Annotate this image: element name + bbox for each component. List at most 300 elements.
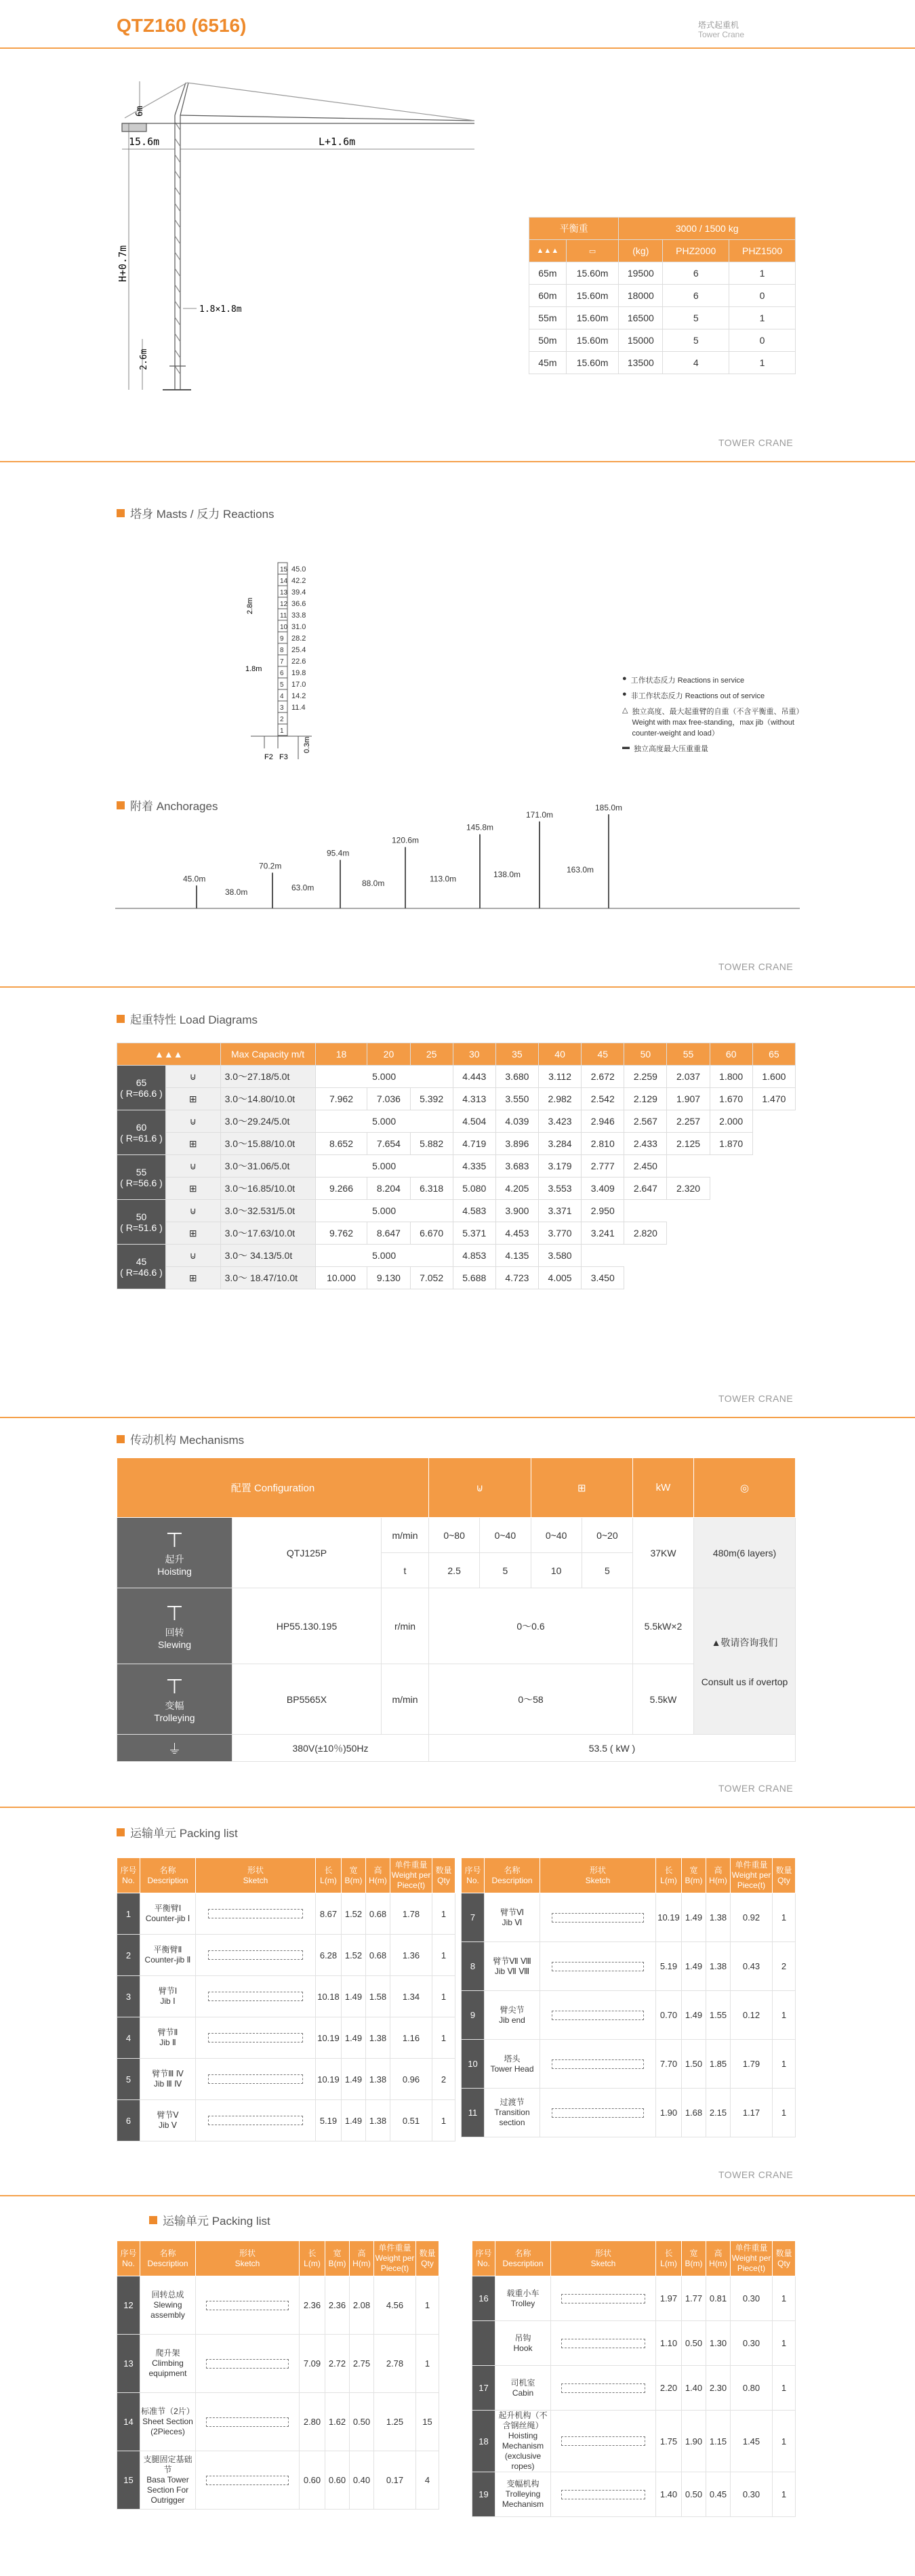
packing-sketch	[196, 2059, 316, 2100]
packing-b: 1.50	[682, 2040, 706, 2089]
packing-b: 1.62	[325, 2393, 350, 2451]
packing-l: 1.75	[656, 2411, 682, 2472]
packing-b: 2.36	[325, 2276, 350, 2335]
packing-header: 宽 B(m)	[682, 2241, 706, 2276]
packing-header: 序号 No.	[117, 2241, 140, 2276]
packing-l: 2.80	[300, 2393, 325, 2451]
packing-header: 名称 Description	[495, 2241, 551, 2276]
packing-sketch	[551, 2366, 656, 2411]
load-value: 5.371	[453, 1222, 495, 1245]
counterweight-cell: 5	[663, 329, 729, 352]
counter-jib-icon: ▭	[566, 240, 619, 262]
mast-number: 13	[280, 589, 288, 597]
load-value: 4.853	[453, 1245, 495, 1267]
packing-h: 0.40	[350, 2451, 374, 2510]
load-value: 2.672	[582, 1066, 624, 1088]
header-cn: 塔式起重机	[698, 20, 739, 30]
load-value: 4.135	[495, 1245, 538, 1267]
load-value: 2.259	[624, 1066, 667, 1088]
counterweight-cell: 1	[729, 352, 796, 374]
hoisting-speed: 0~20	[582, 1518, 632, 1553]
packing-row	[472, 2472, 796, 2517]
packing-q: 1	[416, 2335, 439, 2393]
dim-c: 0.3m	[303, 736, 311, 753]
dim-top: 6m	[135, 106, 145, 117]
jib-length-cell: 65 ( R=66.6 )	[117, 1066, 166, 1110]
hook-double-icon: ⊞	[166, 1222, 221, 1245]
mast-reaction-drawing	[244, 556, 380, 766]
mast-number: 7	[280, 658, 284, 666]
slewing-kw: 5.5kW×2	[633, 1588, 694, 1664]
th-phz1500: PHZ1500	[729, 240, 796, 262]
radius-header: 20	[367, 1043, 410, 1066]
packing-row	[472, 2366, 796, 2411]
packing-q: 1	[432, 1976, 455, 2017]
packing-b: 1.52	[342, 1935, 366, 1976]
slewing-model: HP55.130.195	[232, 1588, 382, 1664]
load-value: 2.037	[667, 1066, 710, 1088]
load-value: 2.000	[710, 1110, 752, 1133]
sketch-drawing	[208, 1909, 304, 1918]
packing-no: 17	[472, 2366, 495, 2411]
counterweight-cell: 6	[663, 262, 729, 285]
packing-no: 3	[117, 1976, 140, 2017]
packing-w: 1.78	[390, 1893, 432, 1935]
load-value: 2.950	[582, 1200, 624, 1222]
divider	[0, 986, 915, 988]
packing-row	[117, 1893, 455, 1935]
sketch-drawing	[208, 1992, 304, 2001]
packing-header: 序号 No.	[472, 2241, 495, 2276]
jib-length-cell: 55 ( R=56.6 )	[117, 1155, 166, 1200]
packing-q: 1	[773, 2089, 796, 2137]
sketch-drawing	[561, 2339, 645, 2348]
load-merged-cell: 5.000	[315, 1245, 453, 1267]
load-value: 3.553	[539, 1178, 582, 1200]
packing-sketch	[196, 1893, 316, 1935]
section-footer: TOWER CRANE	[718, 1393, 794, 1404]
legend-in-service: ● 工作状态反力 Reactions in service	[622, 675, 745, 685]
packing-l: 0.60	[300, 2451, 325, 2510]
load-value: 7.036	[367, 1088, 410, 1110]
packing-w: 0.96	[390, 2059, 432, 2100]
packing-description: 臂节Ⅲ Ⅳ Jib Ⅲ Ⅳ	[140, 2059, 196, 2100]
sketch-drawing	[552, 2011, 644, 2020]
load-value: 3.371	[539, 1200, 582, 1222]
packing-row	[472, 2321, 796, 2366]
mast-number: 10	[280, 624, 288, 631]
counterweight-cell: 0	[729, 285, 796, 307]
load-value: 2.433	[624, 1133, 667, 1155]
radius-header: 35	[495, 1043, 538, 1066]
dim-b: 1.8m	[245, 665, 262, 673]
load-merged-cell: 5.000	[315, 1200, 453, 1222]
load-row	[117, 1088, 796, 1110]
load-value: 8.647	[367, 1222, 410, 1245]
packing-q: 1	[416, 2276, 439, 2335]
packing-l: 1.90	[656, 2089, 682, 2137]
anchorage-label: 95.4m	[327, 848, 350, 858]
packing-b: 1.49	[682, 1893, 706, 1942]
packing-header: 高 H(m)	[706, 1858, 731, 1893]
sketch-drawing	[552, 1913, 644, 1923]
mast-number: 6	[280, 670, 284, 677]
load-value: 2.946	[582, 1110, 624, 1133]
page-title: QTZ160 (6516)	[117, 15, 247, 36]
packing1-title: 运输单元 Packing list	[117, 1824, 238, 1840]
packing2-right-table	[472, 2240, 796, 2517]
load-value: 2.777	[582, 1155, 624, 1178]
counterweight-row	[529, 262, 796, 285]
packing-no: 10	[462, 2040, 485, 2089]
packing-no: 15	[117, 2451, 140, 2510]
load-value: 9.762	[315, 1222, 367, 1245]
packing-description: 司机室 Cabin	[495, 2366, 551, 2411]
divider	[0, 1807, 915, 1808]
packing-sketch	[540, 1942, 656, 1991]
packing-row	[117, 2335, 439, 2393]
capacity-cell: 3.0～27.18/5.0t	[220, 1066, 315, 1088]
counterweight-cell: 65m	[529, 262, 567, 285]
anchorage-label: 38.0m	[225, 887, 248, 898]
packing-l: 6.28	[316, 1935, 342, 1976]
crane-elevation-drawing	[115, 68, 495, 407]
trolley-kw: 5.5kW	[633, 1664, 694, 1735]
packing-w: 0.30	[731, 2276, 773, 2321]
hook-double-icon: ⊞	[166, 1088, 221, 1110]
packing-description: 臂尖节 Jib end	[485, 1991, 540, 2040]
packing-h: 1.30	[706, 2321, 731, 2366]
slewing-unit: r/min	[382, 1588, 429, 1664]
hook-single-icon: ⊍	[429, 1458, 531, 1518]
mast-height-label: 31.0	[291, 623, 306, 631]
load-value: 2.982	[539, 1088, 582, 1110]
load-value: 7.962	[315, 1088, 367, 1110]
counterweight-cell: 1	[729, 307, 796, 329]
packing-header: 宽 B(m)	[342, 1858, 366, 1893]
packing-q: 1	[773, 2411, 796, 2472]
hoisting-model: QTJ125P	[232, 1518, 382, 1588]
packing-l: 10.18	[316, 1976, 342, 2017]
packing-sketch	[540, 1893, 656, 1942]
sketch-drawing	[208, 2116, 304, 2125]
hoisting-load: 5	[582, 1553, 632, 1588]
packing-h: 2.15	[706, 2089, 731, 2137]
packing-b: 1.68	[682, 2089, 706, 2137]
packing-b: 1.49	[682, 1991, 706, 2040]
load-value: 1.470	[752, 1088, 795, 1110]
section-footer: TOWER CRANE	[718, 961, 794, 972]
counterweight-cell: 55m	[529, 307, 567, 329]
capacity-cell: 3.0～29.24/5.0t	[220, 1110, 315, 1133]
packing-header: 单件重量 Weight per Piece(t)	[390, 1858, 432, 1893]
packing1-right-table	[461, 1857, 796, 2137]
load-value: 2.450	[624, 1155, 667, 1178]
hook-single-icon: ⊍	[166, 1200, 221, 1222]
mast-height-label: 11.4	[291, 704, 306, 712]
packing-sketch	[551, 2472, 656, 2517]
packing-q: 2	[773, 1942, 796, 1991]
load-value: 2.567	[624, 1110, 667, 1133]
th-counterweight: 平衡重	[529, 218, 619, 240]
mast-number: 9	[280, 635, 284, 643]
dim-a: 2.8m	[246, 597, 254, 614]
packing-w: 1.16	[390, 2017, 432, 2059]
anchorage-label: 163.0m	[567, 865, 594, 875]
load-value: 3.770	[539, 1222, 582, 1245]
jib-icon: ▲▲▲	[529, 240, 567, 262]
packing-description: 塔头 Tower Head	[485, 2040, 540, 2089]
sketch-drawing	[552, 1962, 644, 1971]
packing-h: 1.15	[706, 2411, 731, 2472]
mast-height-label: 19.8	[291, 669, 306, 677]
packing-row	[117, 2393, 439, 2451]
packing-header: 形状 Sketch	[196, 2241, 300, 2276]
mast-height-label: 22.6	[291, 658, 306, 666]
anchorage-label: 88.0m	[362, 878, 385, 888]
packing-row	[117, 2059, 455, 2100]
load-value: 4.039	[495, 1110, 538, 1133]
load-value: 5.882	[410, 1133, 453, 1155]
load-row	[117, 1178, 796, 1200]
packing-sketch	[196, 1976, 316, 2017]
packing-description: 过渡节 Transition section	[485, 2089, 540, 2137]
packing-row	[462, 1991, 796, 2040]
counterweight-cell: 16500	[619, 307, 663, 329]
load-value: 4.005	[539, 1267, 582, 1289]
packing-w: 1.45	[731, 2411, 773, 2472]
load-title: 起重特性 Load Diagrams	[117, 1010, 258, 1027]
counterweight-cell: 15.60m	[566, 307, 619, 329]
packing-w: 1.36	[390, 1935, 432, 1976]
packing-row	[117, 1976, 455, 2017]
packing-sketch	[551, 2321, 656, 2366]
trolley-model: BP5565X	[232, 1664, 382, 1735]
anchorage-label: 145.8m	[466, 822, 494, 832]
packing-row	[117, 2451, 439, 2510]
radius-header: 25	[410, 1043, 453, 1066]
header-en: Tower Crane	[698, 30, 745, 39]
packing-description: 臂节Ⅴ Jib Ⅴ	[140, 2100, 196, 2141]
packing-l: 2.36	[300, 2276, 325, 2335]
hook-single-icon: ⊍	[166, 1245, 221, 1267]
packing-no: 7	[462, 1893, 485, 1942]
packing-w: 2.78	[374, 2335, 416, 2393]
sketch-drawing	[206, 2476, 289, 2485]
mast-height-label: 45.0	[291, 565, 306, 573]
packing-sketch	[196, 2017, 316, 2059]
divider	[0, 47, 915, 49]
packing-row	[462, 2040, 796, 2089]
load-value: 2.257	[667, 1110, 710, 1133]
packing-h: 0.45	[706, 2472, 731, 2517]
packing-h: 1.38	[366, 2100, 390, 2141]
sketch-drawing	[208, 2074, 304, 2084]
sketch-drawing	[208, 1950, 304, 1960]
hook-single-icon: ⊍	[166, 1110, 221, 1133]
load-value: 2.320	[667, 1178, 710, 1200]
hoisting-load: 5	[480, 1553, 531, 1588]
counterweight-cell: 60m	[529, 285, 567, 307]
packing-l: 10.19	[316, 2059, 342, 2100]
load-value: 3.683	[495, 1155, 538, 1178]
mast-number: 11	[280, 612, 287, 620]
packing-header: 名称 Description	[485, 1858, 540, 1893]
counterweight-row	[529, 285, 796, 307]
capacity-cell: 3.0～17.63/10.0t	[220, 1222, 315, 1245]
hook-double-icon: ⊞	[166, 1133, 221, 1155]
legend-weight: △ 独立高度、最大起重臂的自重（不含平衡重、吊重）Weight with max free-standing，max jib（without counter-weight and load）	[622, 706, 804, 738]
packing-h: 2.08	[350, 2276, 374, 2335]
dim-jib-left: 15.6m	[129, 136, 160, 148]
mast-height-label: 28.2	[291, 635, 306, 643]
packing-w: 0.30	[731, 2472, 773, 2517]
packing-description: 吊钩 Hook	[495, 2321, 551, 2366]
packing-w: 0.43	[731, 1942, 773, 1991]
load-row	[117, 1066, 796, 1088]
packing-no: 18	[472, 2411, 495, 2472]
load-value: 10.000	[315, 1267, 367, 1289]
mast-number: 15	[280, 566, 288, 573]
load-value: 3.179	[539, 1155, 582, 1178]
packing-sketch	[540, 2040, 656, 2089]
packing-q: 15	[416, 2393, 439, 2451]
packing-q: 1	[773, 2472, 796, 2517]
packing-no: 6	[117, 2100, 140, 2141]
packing-sketch	[196, 2276, 300, 2335]
sketch-drawing	[206, 2359, 289, 2369]
packing-row	[462, 1893, 796, 1942]
packing-w: 0.51	[390, 2100, 432, 2141]
plug-icon: ⏚	[117, 1735, 232, 1762]
dim-base: 1.8×1.8m	[199, 304, 242, 315]
foot-f2: F2	[264, 753, 273, 761]
hoisting-unit1: m/min	[382, 1518, 429, 1553]
mast-number: 5	[280, 681, 284, 689]
packing-h: 1.55	[706, 1991, 731, 2040]
load-value: 5.688	[453, 1267, 495, 1289]
packing-w: 0.12	[731, 1991, 773, 2040]
slewing-cell: ⊤ 回转 Slewing	[117, 1588, 232, 1664]
divider	[0, 1417, 915, 1418]
packing-h: 0.81	[706, 2276, 731, 2321]
packing-h: 0.68	[366, 1893, 390, 1935]
th-max-capacity: Max Capacity m/t	[220, 1043, 315, 1066]
packing-h: 1.38	[706, 1893, 731, 1942]
load-value: 4.313	[453, 1088, 495, 1110]
capacity-cell: 3.0～31.06/5.0t	[220, 1155, 315, 1178]
th-kg: (kg)	[619, 240, 663, 262]
load-value: 3.550	[495, 1088, 538, 1110]
mechanisms-table	[117, 1457, 796, 1762]
packing-h: 1.38	[366, 2059, 390, 2100]
packing-q: 1	[432, 1935, 455, 1976]
power-spec: 380V(±10％)50Hz	[232, 1735, 429, 1762]
load-value: 7.654	[367, 1133, 410, 1155]
counterweight-cell: 15000	[619, 329, 663, 352]
load-value: 2.810	[582, 1133, 624, 1155]
packing-row	[462, 2089, 796, 2137]
packing-no: 16	[472, 2276, 495, 2321]
radius-header: 55	[667, 1043, 710, 1066]
packing-b: 1.90	[682, 2411, 706, 2472]
hoisting-kw: 37KW	[633, 1518, 694, 1588]
section-footer: TOWER CRANE	[718, 437, 794, 448]
mech-title: 传动机构 Mechanisms	[117, 1430, 244, 1447]
packing-q: 4	[416, 2451, 439, 2510]
anchorage-diagram	[115, 793, 800, 915]
counterweight-row	[529, 352, 796, 374]
packing-b: 0.50	[682, 2321, 706, 2366]
packing-description: 支腿固定基础节 Basa Tower Section For Outrigger	[140, 2451, 196, 2510]
anchorage-label: 185.0m	[595, 803, 623, 813]
packing-l: 1.40	[656, 2472, 682, 2517]
sketch-drawing	[208, 2033, 304, 2042]
packing-b: 1.52	[342, 1893, 366, 1935]
packing-header: 单件重量 Weight per Piece(t)	[731, 2241, 773, 2276]
packing2-title: 运输单元 Packing list	[149, 2211, 270, 2228]
load-value: 4.443	[453, 1066, 495, 1088]
jib-length-cell: 50 ( R=51.6 )	[117, 1200, 166, 1245]
packing-description: 爬升架 Climbing equipment	[140, 2335, 196, 2393]
packing-header: 高 H(m)	[706, 2241, 731, 2276]
hoisting-load: 2.5	[429, 1553, 480, 1588]
load-value: 1.907	[667, 1088, 710, 1110]
mast-height-label: 14.2	[291, 692, 306, 700]
packing-description: 载重小车 Trolley	[495, 2276, 551, 2321]
packing-b: 1.49	[342, 2017, 366, 2059]
hoisting-speed: 0~40	[480, 1518, 531, 1553]
packing-q: 1	[773, 1893, 796, 1942]
packing-no: 8	[462, 1942, 485, 1991]
load-value: 9.130	[367, 1267, 410, 1289]
load-value: 2.542	[582, 1088, 624, 1110]
dim-base-height: 2.6m	[139, 348, 149, 370]
slewing-speed: 0～0.6	[429, 1588, 633, 1664]
packing-h: 2.75	[350, 2335, 374, 2393]
load-value: 6.670	[410, 1222, 453, 1245]
packing-header: 长 L(m)	[656, 1858, 682, 1893]
hoisting-unit2: t	[382, 1553, 429, 1588]
dim-height: H+0.7m	[117, 245, 129, 282]
packing-b: 0.50	[682, 2472, 706, 2517]
packing-w: 0.80	[731, 2366, 773, 2411]
load-value: 9.266	[315, 1178, 367, 1200]
packing-w: 1.34	[390, 1976, 432, 2017]
divider	[0, 2195, 915, 2196]
packing-q: 1	[432, 1893, 455, 1935]
packing-description: 变幅机构 Trolleying Mechanism	[495, 2472, 551, 2517]
hook-double-icon: ⊞	[166, 1267, 221, 1289]
divider	[0, 461, 915, 462]
hoisting-load: 10	[531, 1553, 582, 1588]
packing-description: 臂节Ⅵ Jib Ⅵ	[485, 1893, 540, 1942]
packing-header: 高 H(m)	[366, 1858, 390, 1893]
load-value: 1.870	[710, 1133, 752, 1155]
packing-h: 0.68	[366, 1935, 390, 1976]
jib-length-cell: 45 ( R=46.6 )	[117, 1245, 166, 1289]
counterweight-cell: 18000	[619, 285, 663, 307]
legend-ballast: ▬ 独立高度最大压重重量	[622, 743, 708, 753]
packing-h: 1.85	[706, 2040, 731, 2089]
counterweight-table	[529, 217, 796, 374]
capacity-cell: 3.0～32.531/5.0t	[220, 1200, 315, 1222]
packing-q: 1	[773, 2321, 796, 2366]
load-value: 3.409	[582, 1178, 624, 1200]
mast-height-label: 42.2	[291, 577, 306, 585]
packing-no: 2	[117, 1935, 140, 1976]
load-merged-cell: 5.000	[315, 1066, 453, 1088]
